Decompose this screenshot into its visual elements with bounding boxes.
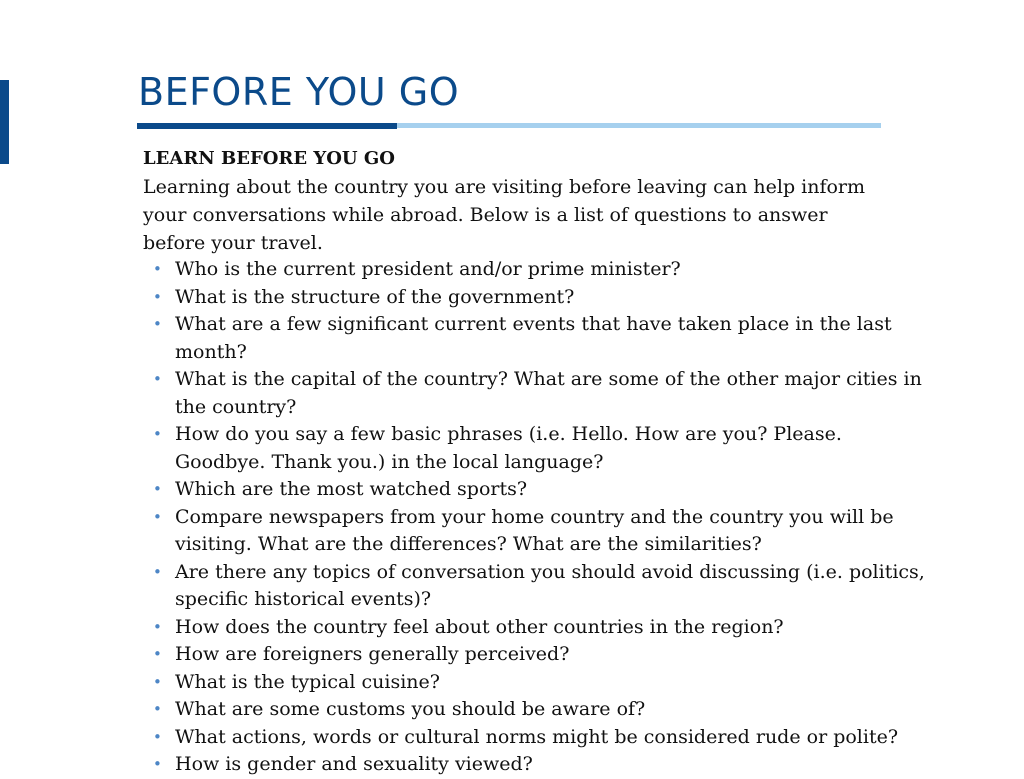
slide-title: BEFORE YOU GO — [138, 70, 460, 114]
question-item — [143, 366, 933, 421]
question-text: What is the typical cuisine? — [175, 670, 440, 693]
bullet-dot-icon: • — [153, 480, 162, 498]
question-item — [143, 504, 933, 559]
bullet-dot-icon: • — [153, 700, 162, 718]
question-text: What is the structure of the government? — [175, 285, 575, 308]
question-item — [143, 751, 933, 779]
question-item — [143, 724, 933, 752]
bullet-dot-icon: • — [153, 425, 162, 443]
bullet-dot-icon: • — [153, 727, 162, 746]
bullet-dot-icon: • — [153, 645, 162, 663]
intro-paragraph: Learning about the country you are visiting before leaving can help inform your conversations while abroad. Below is a list of questions to answer before your travel. — [143, 176, 866, 254]
question-text: Who is the current president and/or prime minister? — [175, 258, 681, 280]
bullet-dot-icon: • — [153, 287, 162, 306]
section-heading: LEARN BEFORE YOU GO — [143, 148, 395, 169]
question-text: How are foreigners generally perceived? — [175, 643, 570, 665]
question-text: What are a few significant current events that have taken place in the last month? — [175, 313, 892, 363]
bullet-dot-icon: • — [153, 370, 162, 388]
question-text: Are there any topics of conversation you should avoid discussing (i.e. politics, specific historical events)? — [175, 560, 925, 610]
title-underline — [137, 123, 881, 129]
bullet-dot-icon: • — [153, 755, 162, 773]
bullet-dot-icon: • — [153, 672, 162, 691]
question-item — [143, 256, 933, 284]
question-text: What actions, words or cultural norms might be considered rude or polite? — [175, 725, 899, 748]
title-underline-dark-segment — [137, 123, 397, 129]
question-item — [143, 559, 933, 614]
question-text: How is gender and sexuality viewed? — [175, 753, 533, 775]
question-item — [143, 284, 933, 312]
question-item — [143, 614, 933, 642]
question-item — [143, 641, 933, 669]
question-text: What are some customs you should be aware of? — [175, 698, 646, 720]
question-item — [143, 476, 933, 504]
question-text: How do you say a few basic phrases (i.e. Hello. How are you? Please. Goodbye. Thank you.) in the local language? — [175, 423, 842, 473]
question-list — [143, 256, 933, 779]
bullet-dot-icon: • — [153, 260, 162, 278]
question-text: Which are the most watched sports? — [175, 478, 528, 500]
left-accent-bar — [0, 80, 9, 164]
question-item — [143, 669, 933, 697]
bullet-dot-icon: • — [153, 562, 162, 581]
bullet-dot-icon: • — [153, 617, 162, 636]
slide-body — [143, 145, 933, 779]
question-text: Compare newspapers from your home country and the country you will be visiting. What are the differences? What are the similarities? — [175, 505, 894, 555]
title-underline-light-segment — [397, 123, 881, 128]
question-text: How does the country feel about other countries in the region? — [175, 615, 784, 638]
question-item — [143, 421, 933, 476]
question-item — [143, 311, 933, 366]
bullet-dot-icon: • — [153, 315, 162, 333]
question-text: What is the capital of the country? What are some of the other major cities in the country? — [175, 368, 922, 418]
question-item — [143, 696, 933, 724]
bullet-dot-icon: • — [153, 507, 162, 526]
